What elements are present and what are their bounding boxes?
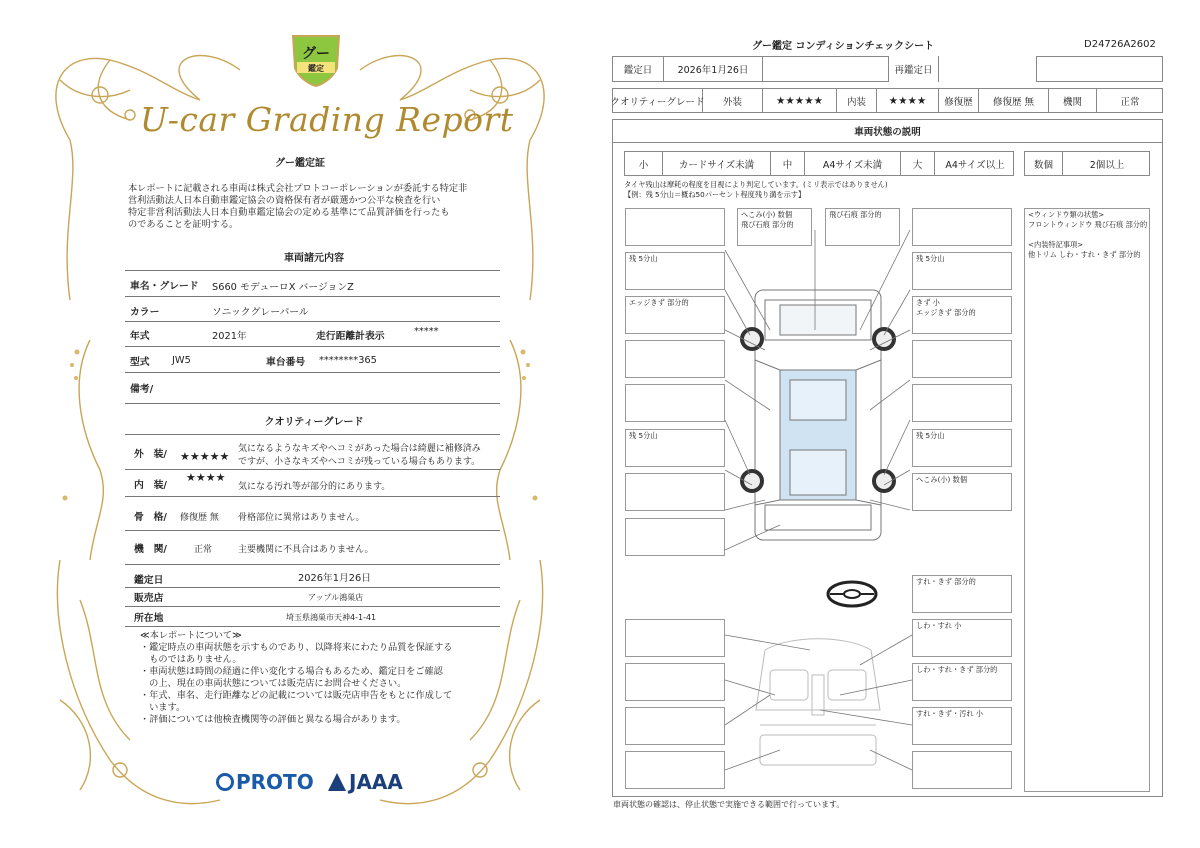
notes-line: ・車両状態は時間の経過に伴い変化する場合もあるため、鑑定日をご確認	[140, 666, 443, 677]
divider	[125, 496, 500, 497]
divider	[125, 587, 500, 588]
proto-logo-text: PROTO	[236, 770, 314, 794]
annotation-box	[912, 751, 1012, 789]
annotation-box	[625, 619, 725, 657]
legend-mid-desc: A4サイズ未満	[805, 152, 901, 175]
interior-heading: <内装特記事項>	[1028, 240, 1084, 249]
notes-line: ものではありません。	[140, 654, 242, 665]
remarks-label: 備考/	[130, 384, 154, 395]
interior-note: 他トリム しわ・すれ・きず 部分的	[1028, 250, 1141, 259]
sheet-title: グー鑑定 コンディションチェックシート	[752, 41, 935, 52]
address-label: 所在地	[134, 613, 164, 624]
exterior-stars: ★★★★★	[763, 89, 837, 112]
annotation-box	[625, 429, 725, 467]
dealer-label: 販売店	[134, 593, 164, 604]
chassis-label: 車台番号	[266, 357, 306, 368]
engine-value: 正常	[1120, 96, 1140, 108]
dealer-value: アップル鴻巣店	[308, 593, 364, 602]
annotation-box	[912, 340, 1012, 378]
legend-large: 大	[901, 152, 935, 175]
legend-large-desc: A4サイズ以上	[945, 159, 1005, 171]
grading-date-value: 2026年1月26日	[298, 573, 372, 584]
divider	[125, 469, 500, 470]
divider	[125, 372, 500, 373]
grade-row	[612, 88, 1163, 113]
right-scratch-note: きず 小	[916, 298, 940, 307]
annotation-box	[625, 663, 725, 701]
annotation-box	[625, 384, 725, 422]
divider	[125, 296, 500, 297]
svg-text:鑑定: 鑑定	[308, 64, 324, 73]
annotation-box	[912, 208, 1012, 246]
document-id: D24726A2602	[1084, 39, 1156, 50]
odometer-label: 走行距離計表示	[316, 331, 385, 342]
divider	[125, 403, 500, 404]
interior-label: 内装	[837, 89, 877, 112]
certificate-body-line: 特定非営利活動法人日本自動車鑑定協会の定める基準にて品質評価を行ったも	[128, 207, 450, 218]
proto-logo	[216, 770, 314, 794]
annotation-box	[625, 208, 725, 246]
annotation-box	[912, 429, 1012, 467]
car-exterior-diagram	[720, 200, 916, 560]
annotation-box	[912, 619, 1012, 657]
divider	[125, 564, 500, 565]
chassis-value: ********365	[319, 355, 377, 366]
report-script-title: U-car Grading Report	[140, 100, 514, 139]
proto-mark-icon	[216, 773, 234, 791]
divider	[125, 321, 500, 322]
window-heading: <ウィンドウ類の状態>	[1028, 210, 1105, 219]
model-value: JW5	[172, 355, 191, 366]
annotation-box	[737, 208, 812, 246]
year-value: 2021年	[212, 331, 247, 342]
interior-note-1: しわ・すれ 小	[916, 621, 962, 630]
legend-small: 小	[625, 152, 663, 175]
divider	[125, 434, 500, 435]
legend-count-desc: 2個以上	[1089, 159, 1125, 171]
divider	[125, 346, 500, 347]
regrade-cell	[888, 56, 1037, 82]
count-legend	[1024, 151, 1150, 176]
goo-kantei-logo	[287, 32, 345, 88]
interior-stars: ★★★★	[877, 89, 939, 112]
annotation-box	[625, 296, 725, 334]
divider	[125, 626, 500, 627]
right-front-tire-note: 残 5分山	[916, 254, 945, 263]
annotation-box	[912, 252, 1012, 290]
right-rear-dent-note: へこみ(小) 数個	[916, 475, 968, 484]
notes-line: の上、現在の車両状態については販売店にお問合せください。	[140, 678, 407, 689]
notes-line: ・鑑定時点の車両状態を示すものであり、以降将来にわたり品質を保証する	[140, 642, 453, 653]
annotation-box	[912, 384, 1012, 422]
certificate-subtitle: グー鑑定証	[275, 158, 325, 169]
tire-example-note: 【例：残 5分山＝概ね50パーセント程度残り溝を示す】	[624, 190, 806, 199]
odometer-value: *****	[414, 326, 439, 337]
steering-note: すれ・きず 部分的	[916, 577, 976, 586]
interior-note-3: すれ・きず・汚れ 小	[916, 709, 983, 718]
frame-value: 修復歴 無	[180, 513, 219, 523]
quality-grade-label: クオリティーグレード	[613, 89, 703, 112]
frame-label: 骨 格/	[134, 512, 167, 523]
top-note-chip-2: 飛び石痕 部分的	[829, 210, 882, 219]
divider	[125, 270, 500, 271]
exterior-label: 外装	[703, 89, 763, 112]
exterior-stars: ★★★★★	[180, 450, 230, 463]
car-interior-diagram	[720, 620, 916, 790]
top-note-dent: へこみ(小) 数個	[741, 210, 793, 219]
divider	[125, 530, 500, 531]
annotation-box	[912, 296, 1012, 334]
notes-line: ・年式、車名、走行距離などの記載については販売店申告をもとに作成して	[140, 690, 453, 701]
jaaa-logo	[328, 770, 403, 794]
regrade-label: 再鑑定日	[889, 56, 939, 82]
grading-date-label: 鑑定日	[613, 57, 664, 81]
model-label: 型式	[130, 357, 150, 368]
annotation-box	[625, 707, 725, 745]
size-legend	[624, 151, 1014, 176]
annotation-box	[625, 340, 725, 378]
annotation-box	[625, 252, 725, 290]
engine-label: 機 関/	[134, 544, 167, 555]
window-note: フロントウィンドウ 飛び石痕 部分的	[1028, 220, 1148, 229]
right-rear-tire-note: 残 5分山	[916, 431, 945, 440]
quality-grade-title: クオリティーグレード	[264, 417, 364, 428]
color-value: ソニックグレーパール	[212, 307, 309, 318]
right-edge-note: エッジきず 部分的	[916, 308, 976, 317]
car-name-value: S660 モデューロX バージョンZ	[212, 282, 354, 293]
notes-line: います。	[140, 702, 186, 713]
year-label: 年式	[130, 331, 150, 342]
interior-label: 内 装/	[134, 480, 167, 491]
blank-cell	[763, 57, 889, 81]
tire-note: タイヤ残山は摩耗の程度を目視により判定しています。(ミリ表示ではありません)	[624, 180, 888, 189]
repair-value: 修復歴 無	[979, 89, 1049, 112]
notes-line: ≪本レポートについて≫	[140, 630, 242, 641]
certificate-body-line: 本レポートに記載される車両は株式会社プロトコーポレーションが委託する特定非	[128, 183, 468, 194]
engine-description: 主要機関に不具合はありません。	[238, 545, 374, 555]
notes-line: ・評価については他検査機関等の評価と異なる場合があります。	[140, 714, 406, 725]
certificate-body-line: 営利活動法人日本自動車鑑定協会の資格保有者が厳選かつ公平な検査を行い	[128, 195, 441, 206]
legend-title: 車両状態の説明	[612, 119, 1163, 143]
annotation-box	[625, 518, 725, 556]
annotation-box	[625, 751, 725, 789]
annotation-box	[912, 663, 1012, 701]
repair-label: 修復歴	[939, 89, 979, 112]
jaaa-mark-icon	[328, 773, 346, 791]
annotation-box	[625, 473, 725, 511]
special-notes-box	[1024, 208, 1150, 792]
address-value: 埼玉県鴻巣市天神4-1-41	[286, 613, 377, 622]
spacer	[1028, 230, 1146, 240]
legend-count: 数個	[1025, 152, 1063, 175]
top-note-chip: 飛び石痕 部分的	[741, 220, 794, 229]
interior-stars: ★★★★	[186, 471, 226, 484]
regrade-value	[939, 56, 1038, 82]
grading-date-value: 2026年1月26日	[664, 57, 763, 81]
spec-section-title: 車両諸元内容	[284, 253, 344, 264]
jaaa-logo-text: JAAA	[349, 770, 403, 794]
annotation-box	[912, 473, 1012, 511]
exterior-description-1: 気になるようなキズやヘコミがあった場合は綺麗に補修済み	[238, 444, 481, 454]
grading-date-label: 鑑定日	[134, 575, 164, 586]
frame-description: 骨格部位に異常はありません。	[238, 513, 365, 523]
report-notes	[140, 630, 500, 726]
color-label: カラー	[130, 307, 160, 318]
sheet-footer: 車両状態の確認は、停止状態で実施できる範囲で行っています。	[613, 800, 845, 809]
annotation-box	[912, 707, 1012, 745]
left-rear-tire-note: 残 5分山	[629, 431, 658, 440]
left-front-tire-note: 残 5分山	[629, 254, 658, 263]
certificate-body-line: のであることを証明する。	[128, 219, 239, 230]
annotation-box	[825, 208, 900, 246]
car-name-label: 車名・グレード	[130, 281, 199, 292]
annotation-box	[912, 575, 1012, 613]
legend-small-desc: カードサイズ未満	[663, 152, 771, 175]
certificate-body	[128, 183, 500, 231]
left-edge-note: エッジきず 部分的	[629, 298, 689, 307]
interior-note-2: しわ・すれ・きず 部分的	[916, 665, 998, 674]
divider	[125, 606, 500, 607]
exterior-label: 外 装/	[134, 449, 167, 460]
interior-description: 気になる汚れ等が部分的にあります。	[238, 482, 391, 492]
engine-label: 機関	[1049, 89, 1097, 112]
exterior-description-2: ですが、小さなキズやヘコミが残っている場合もあります。	[238, 457, 481, 467]
svg-text:グー: グー	[302, 46, 330, 62]
legend-mid: 中	[771, 152, 805, 175]
steering-wheel-icon	[826, 579, 878, 609]
engine-value: 正常	[194, 545, 213, 555]
